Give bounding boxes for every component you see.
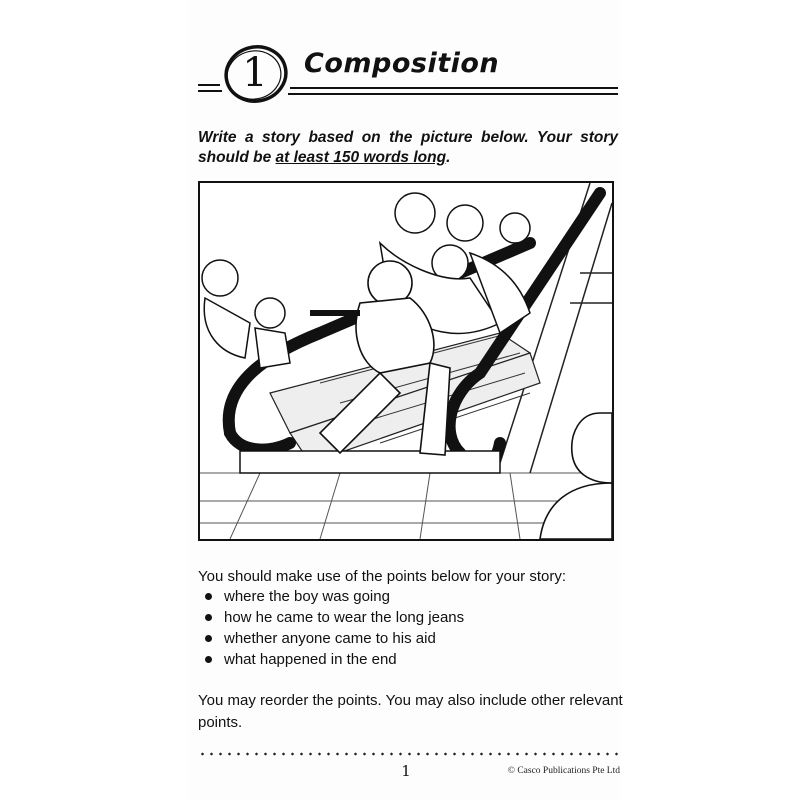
points-list bbox=[198, 586, 618, 670]
header-rule-right-top bbox=[290, 87, 618, 89]
instructions bbox=[198, 128, 618, 168]
instructions-text: Write a story based on the picture below. Your story should be bbox=[198, 129, 618, 166]
closing-note: You may reorder the points. You may also include other relevant points. bbox=[198, 692, 623, 731]
header-rule-right-bottom bbox=[288, 93, 618, 95]
section-title: Composition bbox=[304, 48, 500, 79]
escalator-illustration-icon bbox=[200, 183, 612, 539]
section-number: 1 bbox=[242, 50, 268, 96]
story-picture bbox=[198, 181, 614, 541]
bullet-icon bbox=[205, 593, 212, 600]
page-number: 1 bbox=[401, 762, 411, 780]
word-count-requirement: at least 150 words long bbox=[275, 149, 447, 166]
dotted-divider bbox=[198, 752, 618, 756]
header-rule-left-top bbox=[198, 84, 220, 86]
bullet-icon bbox=[205, 614, 212, 621]
points-intro: You should make use of the points below for your story: bbox=[198, 568, 566, 585]
copyright-notice: © Casco Publications Pte Ltd bbox=[507, 766, 620, 776]
bullet-icon bbox=[205, 656, 212, 663]
instructions-end: . bbox=[446, 149, 451, 166]
section-header bbox=[198, 40, 618, 112]
list-item: where the boy was going bbox=[198, 586, 618, 607]
bullet-icon bbox=[205, 635, 212, 642]
list-item: whether anyone came to his aid bbox=[198, 628, 618, 649]
list-item: how he came to wear the long jeans bbox=[198, 607, 618, 628]
list-item: what happened in the end bbox=[198, 649, 618, 670]
